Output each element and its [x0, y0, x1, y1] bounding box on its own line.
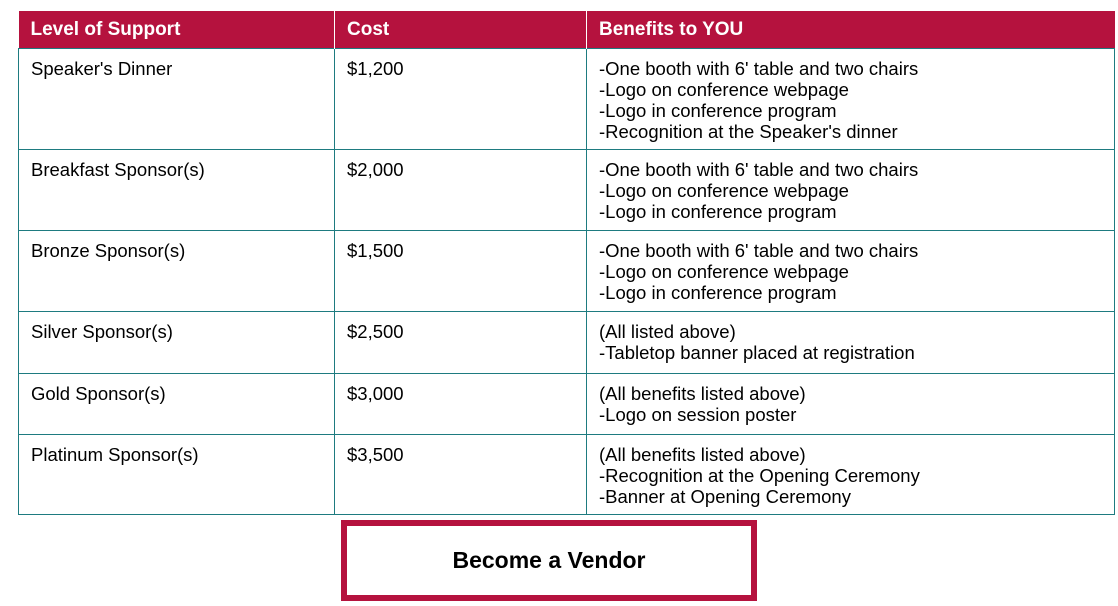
header-benefits: Benefits to YOU — [587, 11, 1115, 49]
benefits-cell — [587, 374, 1115, 435]
header-level-of-support: Level of Support — [19, 11, 335, 49]
table-row — [19, 374, 1115, 435]
become-a-vendor-label: Become a Vendor — [452, 547, 646, 573]
benefits-cell — [587, 49, 1115, 150]
header-cost: Cost — [335, 11, 587, 49]
benefit-line: -Banner at Opening Ceremony — [599, 486, 851, 507]
benefit-line: -Logo in conference program — [599, 201, 837, 222]
sponsorship-table — [18, 11, 1115, 515]
benefit-line: -Logo on conference webpage — [599, 180, 849, 201]
cost-cell: $2,000 — [335, 150, 587, 231]
benefit-line: -Recognition at the Opening Ceremony — [599, 465, 920, 486]
level-cell: Gold Sponsor(s) — [19, 374, 335, 435]
table-row — [19, 231, 1115, 312]
benefit-line: -Logo on conference webpage — [599, 79, 849, 100]
cost-cell: $1,500 — [335, 231, 587, 312]
cost-cell: $3,500 — [335, 435, 587, 515]
table-row — [19, 150, 1115, 231]
table-row — [19, 49, 1115, 150]
cost-cell: $1,200 — [335, 49, 587, 150]
level-cell: Bronze Sponsor(s) — [19, 231, 335, 312]
benefit-line: -Recognition at the Speaker's dinner — [599, 121, 898, 142]
table-header — [19, 11, 1115, 49]
benefit-line: (All benefits listed above) — [599, 383, 806, 404]
table-row — [19, 435, 1115, 515]
become-a-vendor-button[interactable] — [341, 520, 757, 601]
level-cell: Platinum Sponsor(s) — [19, 435, 335, 515]
table-row — [19, 312, 1115, 374]
benefit-line: (All listed above) — [599, 321, 736, 342]
benefit-line: (All benefits listed above) — [599, 444, 806, 465]
level-cell: Breakfast Sponsor(s) — [19, 150, 335, 231]
benefits-cell — [587, 150, 1115, 231]
header-row — [19, 11, 1115, 49]
benefit-line: -Logo in conference program — [599, 282, 837, 303]
benefit-line: -Logo in conference program — [599, 100, 837, 121]
benefits-cell — [587, 231, 1115, 312]
benefit-line: -Logo on session poster — [599, 404, 797, 425]
benefit-line: -Tabletop banner placed at registration — [599, 342, 915, 363]
benefits-cell — [587, 312, 1115, 374]
level-cell: Silver Sponsor(s) — [19, 312, 335, 374]
benefit-line: -One booth with 6' table and two chairs — [599, 240, 919, 261]
benefit-line: -Logo on conference webpage — [599, 261, 849, 282]
benefit-line: -One booth with 6' table and two chairs — [599, 159, 919, 180]
cost-cell: $3,000 — [335, 374, 587, 435]
table-body — [19, 49, 1115, 515]
level-cell: Speaker's Dinner — [19, 49, 335, 150]
cost-cell: $2,500 — [335, 312, 587, 374]
benefits-cell — [587, 435, 1115, 515]
benefit-line: -One booth with 6' table and two chairs — [599, 58, 919, 79]
